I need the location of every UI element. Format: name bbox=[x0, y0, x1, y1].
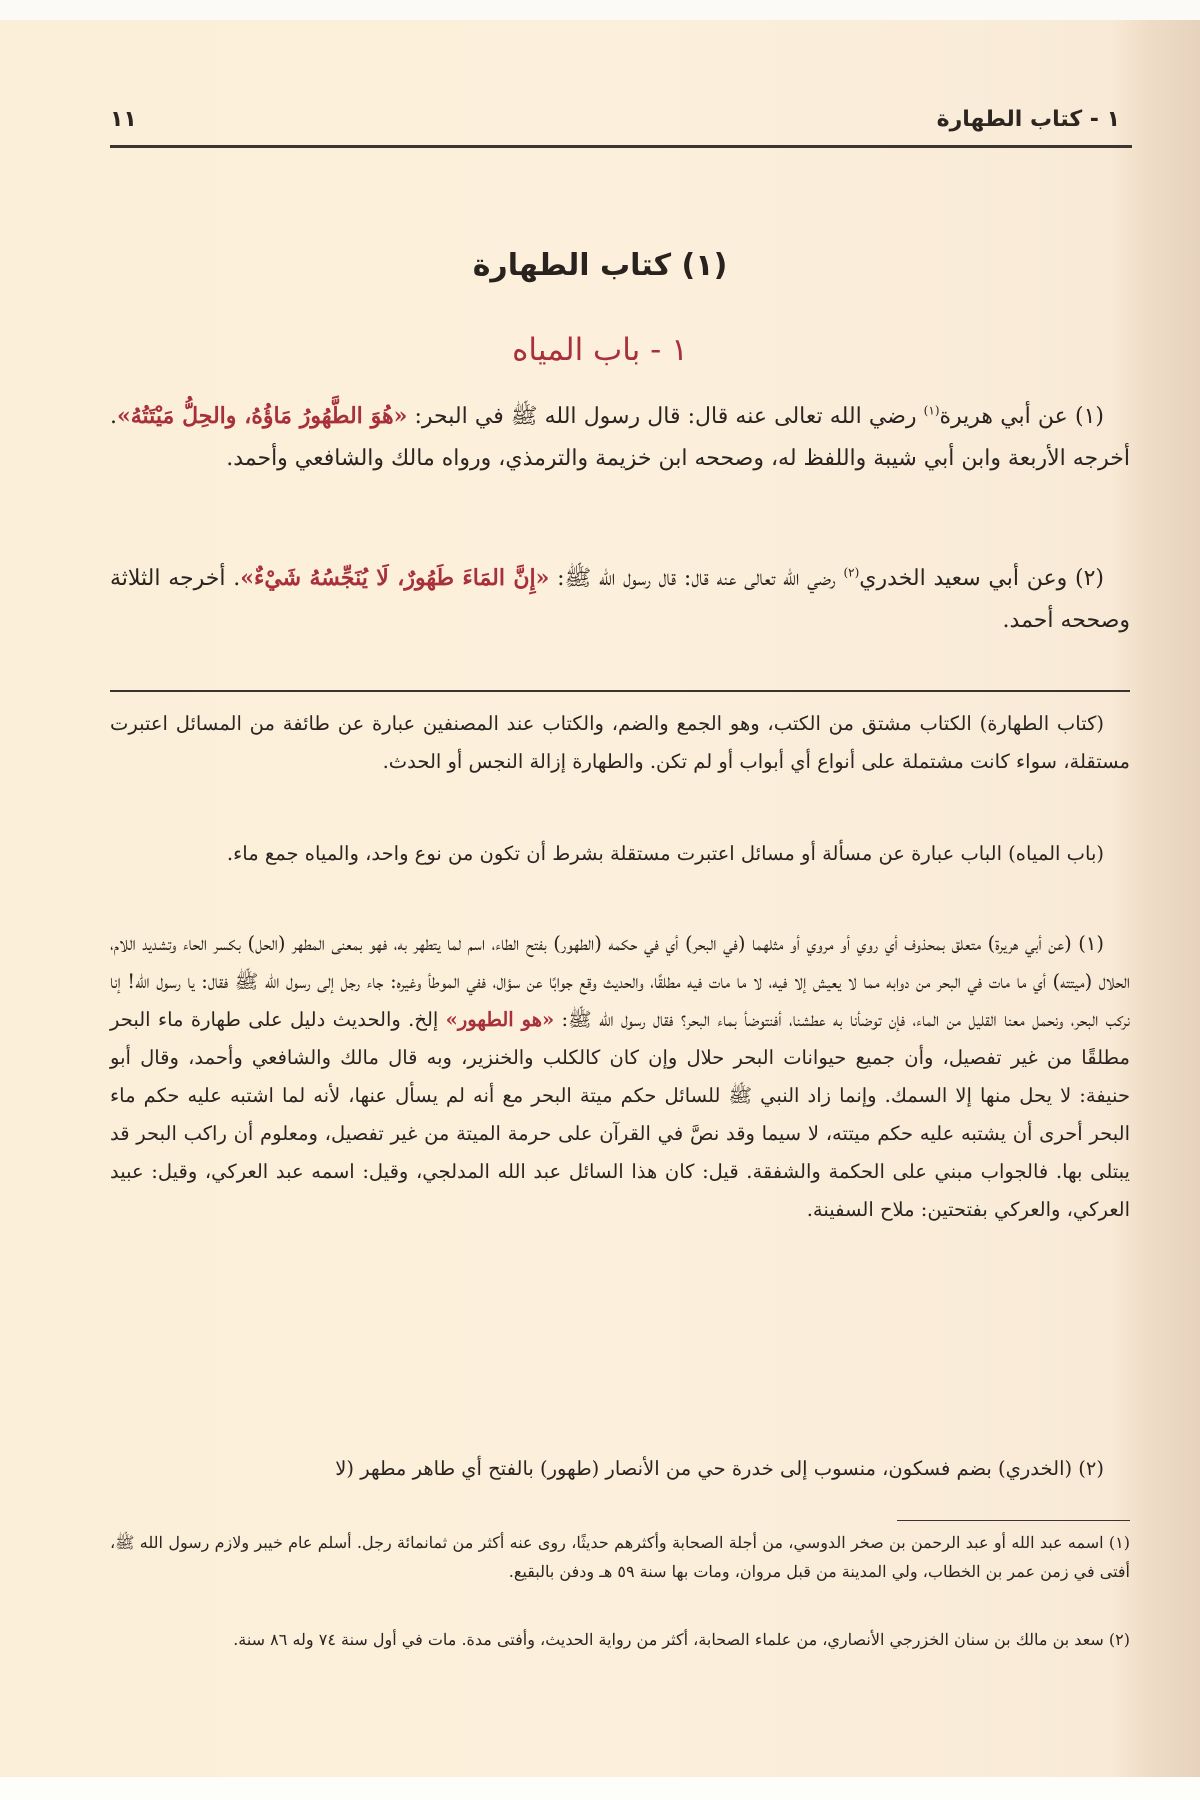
hadith-number: (٢) bbox=[1074, 566, 1104, 591]
bottom-margin bbox=[0, 1777, 1200, 1800]
book-page bbox=[0, 20, 1200, 1777]
page-number: ١١ bbox=[110, 106, 137, 132]
hadith-quote: «هُوَ الطَّهُورُ مَاؤُهُ، والحِلُّ مَيْتَتُهُ» bbox=[117, 403, 408, 429]
hadith-source: . أخرجه الأربعة وابن أبي شيبة واللفظ له، وصححه ابن خزيمة والترمذي، ورواه مالك والشافعي وأحمد. bbox=[110, 404, 1130, 471]
commentary-text: (١) (عن أبي هريرة) متعلق بمحذوف أي روي أو مروي أو مثلهما (في البحر) أي في حكمه (الطهور) بفتح الطاء، اسم لما يتطهر به، فهو بمعنى المطهر (الحل) بكسر الحاء وتشديد اللام، الحلال (ميتته) أي ما مات في البحر من دوابه مما لا يعيش إلا فيه، لا ما مات فيه مطلقًا، والحديث وقع جوابًا عن سؤال، ففي الموطأ وغيره: جاء رجل إلى رسول الله ﷺ فقال: يا رسول الله! إنا نركب البحر، ونحمل معنا القليل من الماء، فإن توضأنا به عطشنا، أفنتوضأ بماء البحر؟ فقال رسول الله ﷺ: bbox=[110, 932, 1130, 1031]
hadith-2 bbox=[110, 557, 1130, 642]
running-head-section: ١ - كتاب الطهارة bbox=[936, 106, 1120, 132]
commentary-text: (باب المياه) الباب عبارة عن مسألة أو مسائل اعتبرت مستقلة بشرط أن تكون من نوع واحد، والمياه جمع ماء. bbox=[226, 842, 1104, 865]
hadith-text: رضي الله تعالى عنه قال: قال رسول الله ﷺ: bbox=[549, 566, 844, 591]
footnote-ref[interactable]: (٢) bbox=[843, 565, 860, 580]
hadith-1 bbox=[110, 395, 1130, 480]
hadith-number: (١) bbox=[1074, 404, 1104, 429]
hadith-source: . أخرجه الثلاثة وصححه أحمد. bbox=[110, 566, 1130, 633]
footnote-2 bbox=[110, 1625, 1130, 1654]
top-margin bbox=[0, 0, 1200, 20]
commentary-text: (كتاب الطهارة) الكتاب مشتق من الكتب، وهو الجمع والضم، والكتاب عند المصنفين عبارة عن طائفة من المسائل اعتبرت مستقلة، سواء كانت مشتملة على أنواع أي أبواب أو لم تكن. والطهارة إزالة النجس أو الحدث. bbox=[110, 712, 1130, 773]
footnote-text: (١) اسمه عبد الله أو عبد الرحمن بن صخر الدوسي، من أجلة الصحابة وأكثرهم حديثًا، روى عنه أكثر من ثمانمائة رجل. أسلم عام خيبر ولازم رسول الله ﷺ، أفتى في زمن عمر بن الخطاب، ولي المدينة من قبل مروان، ومات بها سنة ٥٩ هـ ودفن بالبقيع. bbox=[110, 1533, 1130, 1581]
running-head bbox=[110, 102, 1120, 136]
footnote-ref[interactable]: (١) bbox=[923, 403, 940, 418]
commentary-book bbox=[110, 705, 1130, 781]
hadith-narrator: عن أبي هريرة bbox=[939, 404, 1068, 429]
footnote-separator bbox=[897, 1520, 1130, 1521]
commentary-text: إلخ. والحديث دليل على طهارة ماء البحر مطلقًا من غير تفصيل، وأن جميع حيوانات البحر حلال وإن كان كالكلب والخنزير، وبه قال مالك والشافعي وأحمد، وقال أبو حنيفة: لا يحل منها إلا السمك. وإنما زاد النبي ﷺ للسائل حكم ميتة البحر مع أنه لم يسأل عنها، لأنه لما اشتبه عليه حكم ماء البحر أحرى أن يشتبه عليه حكم ميتته، لا سيما وقد نصَّ في القرآن على حرمة الميتة من غير تفصيل، ومعلوم أن راكب البحر قد يبتلى بها. فالجواب مبني على الحكمة والشفقة. قيل: كان هذا السائل عبد الله المدلجي، وقيل: اسمه عبد العركي، وقيل: عبيد العركي، والعركي بفتحتين: ملاح السفينة. bbox=[110, 1008, 1130, 1221]
commentary-separator bbox=[110, 690, 1130, 692]
chapter-title: ١ - باب المياه bbox=[512, 332, 688, 368]
header-rule bbox=[110, 145, 1132, 148]
commentary-text: (٢) (الخدري) بضم فسكون، منسوب إلى خدرة حي من الأنصار (طهور) بالفتح أي طاهر مطهر (لا bbox=[335, 1457, 1104, 1480]
commentary-hadith-2 bbox=[110, 1450, 1130, 1488]
commentary-hadith-1 bbox=[110, 925, 1130, 1229]
commentary-chapter bbox=[110, 835, 1130, 873]
hadith-quote: «إِنَّ المَاءَ طَهُورٌ، لَا يُنَجِّسُهُ شَيْءٌ» bbox=[240, 565, 550, 591]
hadith-narrator: وعن أبي سعيد الخدري bbox=[859, 566, 1068, 591]
footnote-1 bbox=[110, 1528, 1130, 1586]
footnote-text: (٢) سعد بن مالك بن سنان الخزرجي الأنصاري، من علماء الصحابة، أكثر من رواية الحديث، وأفتى مدة. مات في أول سنة ٧٤ وله ٨٦ سنة. bbox=[233, 1630, 1130, 1649]
commentary-quote: «هو الطهور» bbox=[445, 1008, 555, 1031]
hadith-text: رضي الله تعالى عنه قال: قال رسول الله ﷺ في البحر: bbox=[407, 404, 924, 429]
book-title: (١) كتاب الطهارة bbox=[472, 248, 728, 283]
